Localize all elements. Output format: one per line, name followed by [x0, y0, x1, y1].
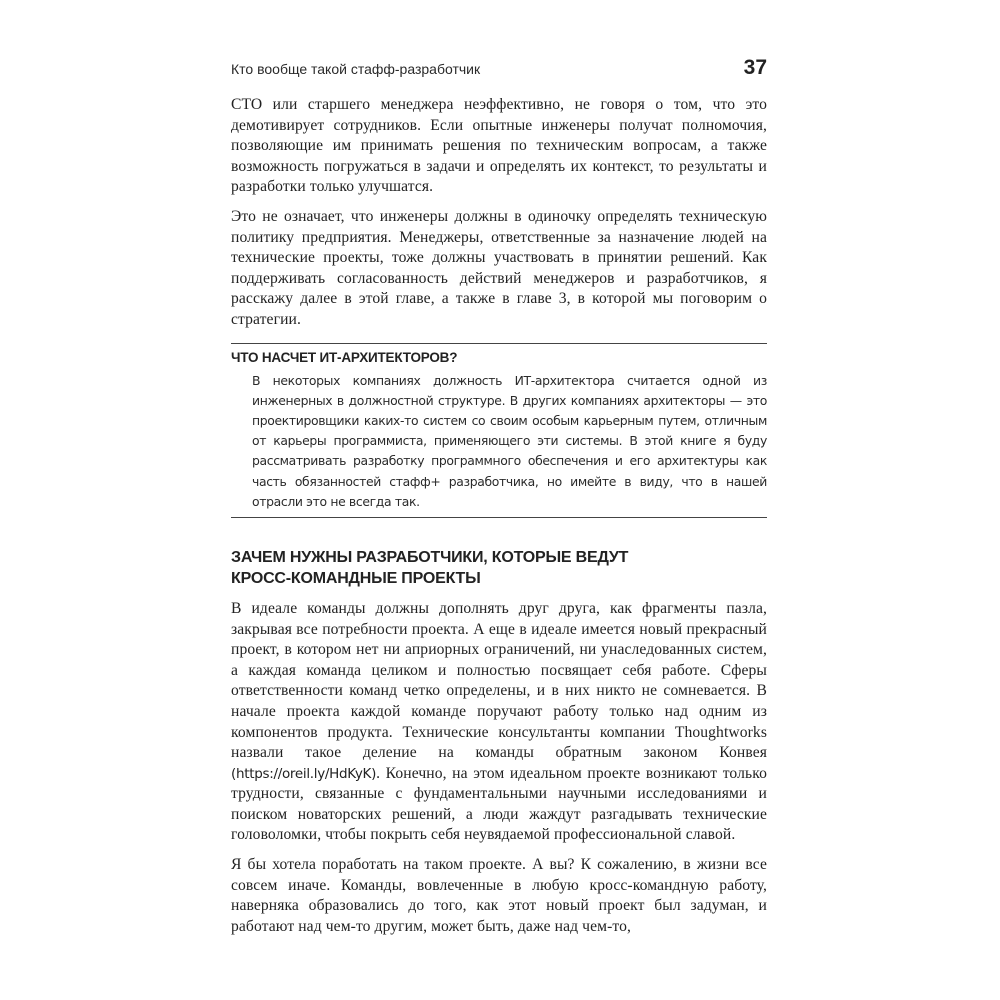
- section-paragraph-1-text: В идеале команды должны дополнять друг друга, как фрагменты пазла, закрывая все потребности проекта. А еще в идеале имеется новый прекрасный проект, в котором нет ни априорных ограничений, ни унаследованных систем, а каждая команда целиком и полностью посвящает себя работе. Сферы ответственности команд четко определены, и в них никто не сомневается. В начале проекта каждой команде поручают работу только над одним из компонентов продукта. Технические консультанты компании Thoughtworks назвали такое деление на команды обратным законом Конвея: [231, 599, 767, 762]
- book-page: [231, 56, 767, 946]
- section-paragraph-1: [231, 599, 767, 846]
- sidebar-box: [231, 343, 767, 518]
- chapter-title: Кто вообще такой стафф-разработчик: [231, 61, 481, 77]
- section-paragraph-2: Я бы хотела поработать на таком проекте. А вы? К сожалению, в жизни все совсем иначе. Команды, вовлеченные в любую кросс-командную работу, наверняка образовались до того, как этот новый проект был задуман, и работают над чем-то другим, может быть, даже над чем-то,: [231, 856, 767, 935]
- sidebar-body: В некоторых компаниях должность ИТ-архитектора считается одной из инженерных в должностной структуре. В других компаниях архитекторы — это проектировщики каких-то систем со своим особым карьерным путем, отличным от карьеры программиста, применяющего эти системы. В этой книге я буду рассматривать разработку программного обеспечения и его архитектуры как часть обязанностей стафф+ разработчика, но имейте в виду, что в нашей отрасли это не всегда так.: [252, 372, 767, 509]
- intro-paragraph-2: Это не означает, что инженеры должны в одиночку определять техническую политику предприятия. Менеджеры, ответственные за назначение людей на технические проекты, тоже должны участвовать в принятии решений. Как поддерживать согласованность действий менеджеров и разработчиков, я расскажу далее в этой главе, а также в главе 3, в которой мы поговорим о стратегии.: [231, 207, 767, 328]
- running-head: [231, 56, 767, 88]
- section-paragraph-1-tail: . Конечно, на этом идеальном проекте возникают только трудности, связанные с фундаментальными научными исследованиями и поиском новаторских решений, а люди жаждут разгадывать технические головоломки, чтобы покрыть себя неувядаемой профессиональной славой.: [231, 764, 767, 844]
- section-text: [231, 599, 767, 938]
- intro-text: [231, 95, 767, 331]
- page-number: 37: [743, 56, 767, 79]
- intro-paragraph-1: CTO или старшего менеджера неэффективно, не говоря о том, что это демотивирует сотрудников. Если опытные инженеры получат полномочия, позволяющие им принимать решения по техническим вопросам, а также возможность погружаться в задачи и определять их контекст, то результаты и разработки только улучшатся.: [231, 96, 767, 196]
- section-heading: [231, 547, 767, 589]
- sidebar-title: ЧТО НАСЧЕТ ИТ-АРХИТЕКТОРОВ?: [231, 349, 458, 365]
- section-heading-line-2: КРОСС-КОМАНДНЫЕ ПРОЕКТЫ: [231, 569, 481, 587]
- section-heading-line-1: ЗАЧЕМ НУЖНЫ РАЗРАБОТЧИКИ, КОТОРЫЕ ВЕДУТ: [231, 548, 629, 566]
- reference-link[interactable]: (https://oreil.ly/HdKyK): [231, 765, 377, 782]
